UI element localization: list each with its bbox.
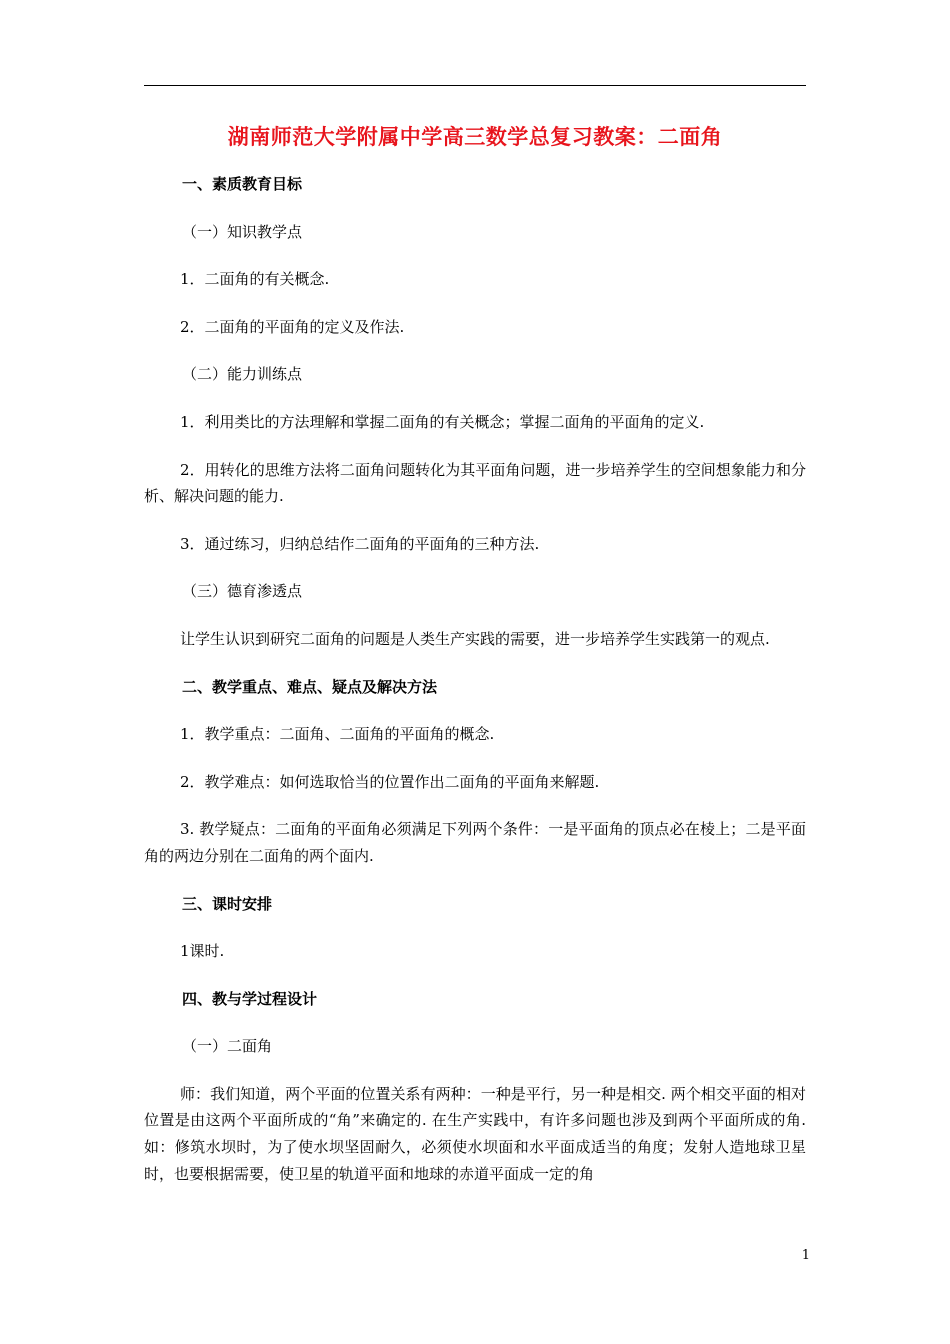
subsection-heading: （二）能力训练点 bbox=[182, 365, 303, 384]
paragraph: 3. 教学疑点：二面角的平面角必须满足下列两个条件：一是平面角的顶点必在棱上；二是平面角的两边分别在二面角的两个面内. bbox=[144, 820, 806, 865]
paragraph: 2．二面角的平面角的定义及作法. bbox=[180, 317, 405, 336]
paragraph: 1．利用类比的方法理解和掌握二面角的有关概念；掌握二面角的平面角的定义. bbox=[180, 412, 705, 431]
paragraph: 1．教学重点：二面角、二面角的平面角的概念. bbox=[180, 725, 495, 744]
paragraph: 1课时. bbox=[180, 942, 225, 961]
section-heading: 一、素质教育目标 bbox=[182, 175, 303, 193]
paragraph: 1．二面角的有关概念. bbox=[180, 270, 330, 289]
subsection-heading: （一）知识教学点 bbox=[182, 222, 303, 241]
paragraph: 2．用转化的思维方法将二面角问题转化为其平面角问题，进一步培养学生的空间想象能力和分析、解决问题的能力. bbox=[144, 460, 806, 506]
subsection-heading: （一）二面角 bbox=[182, 1037, 273, 1056]
paragraph: 3．通过练习，归纳总结作二面角的平面角的三种方法. bbox=[180, 534, 540, 553]
section-heading: 三、课时安排 bbox=[182, 894, 273, 913]
paragraph: 师：我们知道，两个平面的位置关系有两种：一种是平行，另一种是相交. 两个相交平面的相对位置是由这两个平面所成的“角”来确定的. 在生产实践中，有许多问题也涉及到两个平面所成的角. 如：修筑水坝时，为了使水坝坚固耐久，必须使水坝面和水平面成适当的角度；发射人造地球卫星时，也要根据需要，使卫星的轨道平面和地球的赤道平面成一定的角 bbox=[144, 1084, 806, 1183]
paragraph: 让学生认识到研究二面角的问题是人类生产实践的需要，进一步培养学生实践第一的观点. bbox=[180, 629, 770, 648]
paragraph: 2．教学难点：如何选取恰当的位置作出二面角的平面角来解题. bbox=[180, 772, 600, 791]
header-rule bbox=[144, 85, 806, 86]
document-body bbox=[144, 171, 806, 1187]
document-title: 湖南师范大学附属中学高三数学总复习教案：二面角 bbox=[227, 124, 723, 149]
section-heading: 二、教学重点、难点、疑点及解决方法 bbox=[182, 677, 438, 696]
subsection-heading: （三）德育渗透点 bbox=[182, 582, 303, 601]
section-heading: 四、教与学过程设计 bbox=[182, 989, 318, 1008]
page-number: 1 bbox=[801, 1248, 810, 1263]
